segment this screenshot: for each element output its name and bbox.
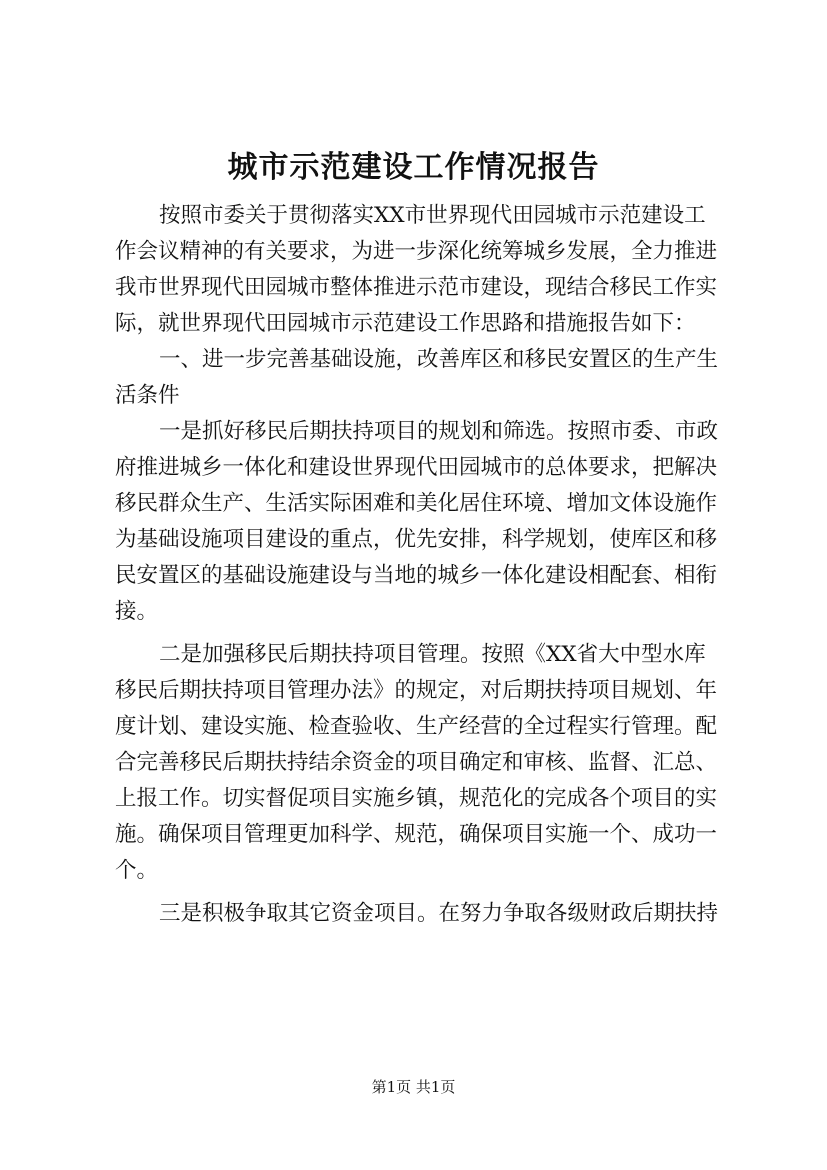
paragraph-line: 个。 xyxy=(115,858,159,883)
paragraph-line: 为基础设施项目建设的重点，优先安排，科学规划，使库区和移 xyxy=(115,527,718,552)
paragraph-line: 移民后期扶持项目管理办法》的规定，对后期扶持项目规划、年 xyxy=(115,678,718,703)
paragraph-line: 移民群众生产、生活实际困难和美化居住环境、增加文体设施作 xyxy=(115,491,718,516)
paragraph-line: 二是加强移民后期扶持项目管理。按照《XX省大中型水库 xyxy=(159,642,706,667)
section-heading-line: 活条件 xyxy=(115,383,180,408)
paragraph-line: 我市世界现代田园城市整体推进示范市建设，现结合移民工作实 xyxy=(115,275,718,300)
document-body xyxy=(115,198,735,932)
paragraph-line: 施。确保项目管理更加科学、规范，确保项目实施一个、成功一 xyxy=(115,822,718,847)
paragraph-line: 度计划、建设实施、检查验收、生产经营的全过程实行管理。配 xyxy=(115,714,718,739)
section-heading-line: 一、进一步完善基础设施，改善库区和移民安置区的生产生 xyxy=(159,347,719,372)
paragraph-line: 民安置区的基础设施建设与当地的城乡一体化建设相配套、相衔 xyxy=(115,563,718,588)
page-footer: 第1页 共1页 xyxy=(371,1078,456,1096)
paragraph-line: 合完善移民后期扶持结余资金的项目确定和审核、监督、汇总、 xyxy=(115,750,718,775)
paragraph-line: 府推进城乡一体化和建设世界现代田园城市的总体要求，把解决 xyxy=(115,455,718,480)
paragraph-line: 际，就世界现代田园城市示范建设工作思路和措施报告如下： xyxy=(115,311,696,336)
paragraph-line: 上报工作。切实督促项目实施乡镇，规范化的完成各个项目的实 xyxy=(115,786,718,811)
paragraph-line: 三是积极争取其它资金项目。在努力争取各级财政后期扶持 xyxy=(159,901,719,926)
paragraph-line: 接。 xyxy=(115,599,159,624)
document-title: 城市示范建设工作情况报告 xyxy=(227,150,600,185)
paragraph-line: 一是抓好移民后期扶持项目的规划和筛选。按照市委、市政 xyxy=(159,419,719,444)
paragraph-line: 按照市委关于贯彻落实XX市世界现代田园城市示范建设工 xyxy=(159,203,706,228)
paragraph-line: 作会议精神的有关要求，为进一步深化统筹城乡发展，全力推进 xyxy=(115,239,718,264)
